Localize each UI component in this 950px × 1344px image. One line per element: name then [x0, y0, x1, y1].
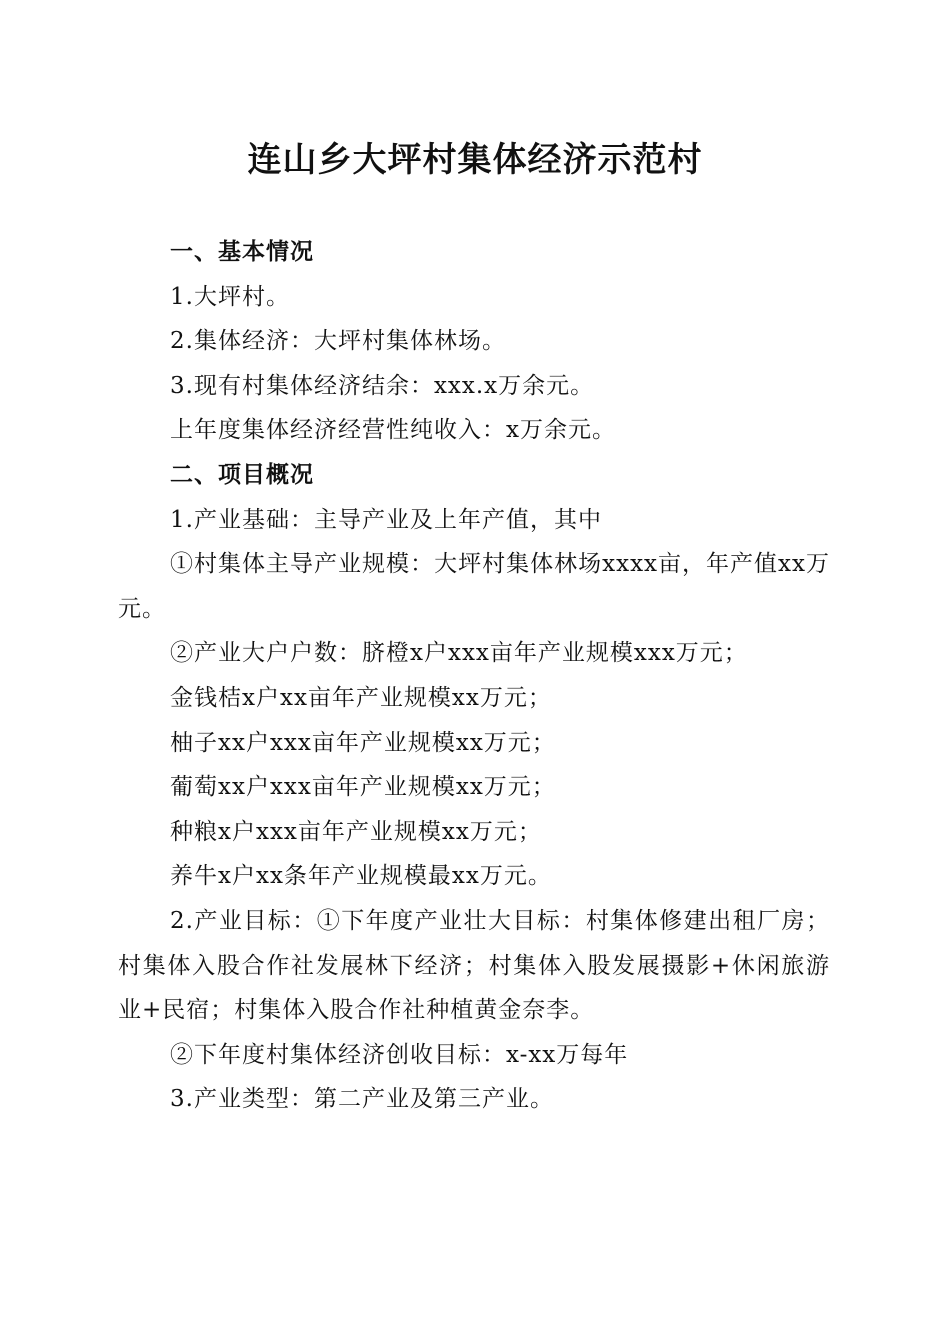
paragraph-grain: 种粮x户xxx亩年产业规模xx万元；	[170, 818, 542, 845]
paragraph-cattle: 养牛x户xx条年产业规模最xx万元。	[170, 863, 552, 890]
paragraph-industry-type: 3.产业类型：第二产业及第三产业。	[170, 1086, 554, 1113]
paragraph-income-goal: ②下年度村集体经济创收目标：x-xx万每年	[170, 1041, 629, 1068]
paragraph-large-households: ②产业大户户数：脐橙x户xxx亩年产业规模xxx万元；	[170, 640, 748, 667]
paragraph-industry-goal: 2.产业目标：①下年度产业壮大目标：村集体修建出租厂房；村集体入股合作社发展林下经济；村集体入股发展摄影+休闲旅游业+民宿；村集体入股合作社种植黄金奈李。	[118, 907, 830, 1024]
paragraph-balance: 3.现有村集体经济结余：xxx.x万余元。	[170, 372, 595, 399]
document-title: 连山乡大坪村集体经济示范村	[247, 140, 703, 180]
paragraph-kumquat: 金钱桔x户xx亩年产业规模xx万元；	[170, 684, 552, 711]
paragraph-leading-industry: ①村集体主导产业规模：大坪村集体林场xxxx亩，年产值xx万元。	[118, 551, 830, 622]
section-heading-basic: 一、基本情况	[170, 239, 314, 265]
paragraph-net-income: 上年度集体经济经营性纯收入：x万余元。	[170, 417, 616, 444]
paragraph-grape: 葡萄xx户xxx亩年产业规模xx万元；	[170, 774, 556, 801]
paragraph-village: 1.大坪村。	[170, 283, 290, 310]
document-body	[118, 230, 830, 1122]
section-heading-project: 二、项目概况	[170, 461, 314, 488]
paragraph-collective-economy: 2.集体经济：大坪村集体林场。	[170, 328, 506, 355]
paragraph-pomelo: 柚子xx户xxx亩年产业规模xx万元；	[170, 729, 556, 756]
paragraph-industry-basis: 1.产业基础：主导产业及上年产值，其中	[170, 506, 602, 533]
